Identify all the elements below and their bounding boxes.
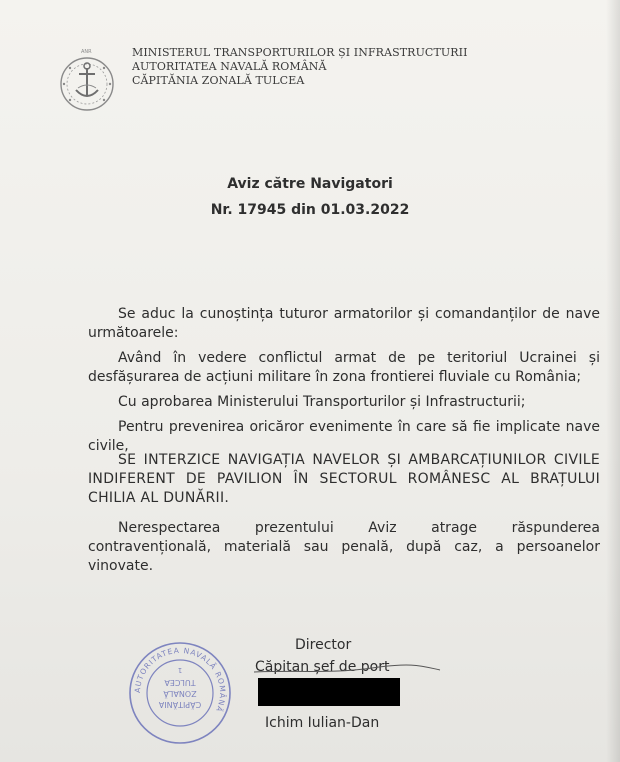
stamp-number: 1 bbox=[177, 666, 183, 674]
document-title: Aviz către Navigatori bbox=[227, 176, 393, 192]
document-number: Nr. 17945 din 01.03.2022 bbox=[210, 202, 410, 218]
stamp-line-1: CĂPITĂNIA bbox=[158, 700, 202, 709]
notice-paragraph-approval: Cu aprobarea Ministerului Transporturilor și Infrastructurii; bbox=[118, 394, 526, 410]
stamp-ring-text: AUTORITATEA NAVALĂ ROMÂNĂ bbox=[132, 645, 228, 714]
signatory-role: Director bbox=[295, 637, 352, 653]
authority-emblem-icon bbox=[52, 44, 122, 118]
official-stamp-icon bbox=[127, 640, 233, 746]
emblem-top-text: ANR bbox=[81, 49, 92, 55]
notice-paragraph-prevention: Pentru prevenirea oricăror evenimente în care să fie implicate nave civile, bbox=[88, 419, 600, 454]
authority-name: AUTORITATEA NAVALĂ ROMÂNĂ bbox=[132, 60, 327, 73]
notice-paragraph-prohibition: SE INTERZICE NAVIGAȚIA NAVELOR ȘI AMBARCAȚIUNILOR CIVILE INDIFERENT DE PAVILION ÎN SECTORUL ROMÂNESC AL BRAȚULUI CHILIA AL DUNĂRII. bbox=[88, 452, 600, 506]
notice-paragraph-liability: Nerespectarea prezentului Aviz atrage răspunderea contravențională, materială sau penală, după caz, a persoanelor vinovate. bbox=[88, 520, 600, 574]
signatory-name: Ichim Iulian-Dan bbox=[265, 715, 380, 731]
redacted-signature-block bbox=[258, 678, 400, 706]
stamp-line-2: ZONALĂ bbox=[163, 689, 197, 698]
institution-header bbox=[132, 46, 468, 88]
signatory-role-secondary: Căpitan șef de port bbox=[255, 659, 390, 675]
stamp-line-3: TULCEA bbox=[164, 678, 196, 687]
handwritten-strike-mark bbox=[252, 660, 442, 680]
notice-paragraph-conflict: Având în vedere conflictul armat de pe teritoriul Ucrainei și desfășurarea de acțiuni militare în zona frontierei fluviale cu România; bbox=[88, 350, 600, 385]
notice-paragraph-intro: Se aduc la cunoștința tuturor armatorilor și comandanților de nave următoarele: bbox=[88, 306, 600, 341]
harbor-office-name: CĂPITĂNIA ZONALĂ TULCEA bbox=[132, 74, 305, 87]
ministry-name: MINISTERUL TRANSPORTURILOR ȘI INFRASTRUCTURII bbox=[132, 46, 468, 59]
